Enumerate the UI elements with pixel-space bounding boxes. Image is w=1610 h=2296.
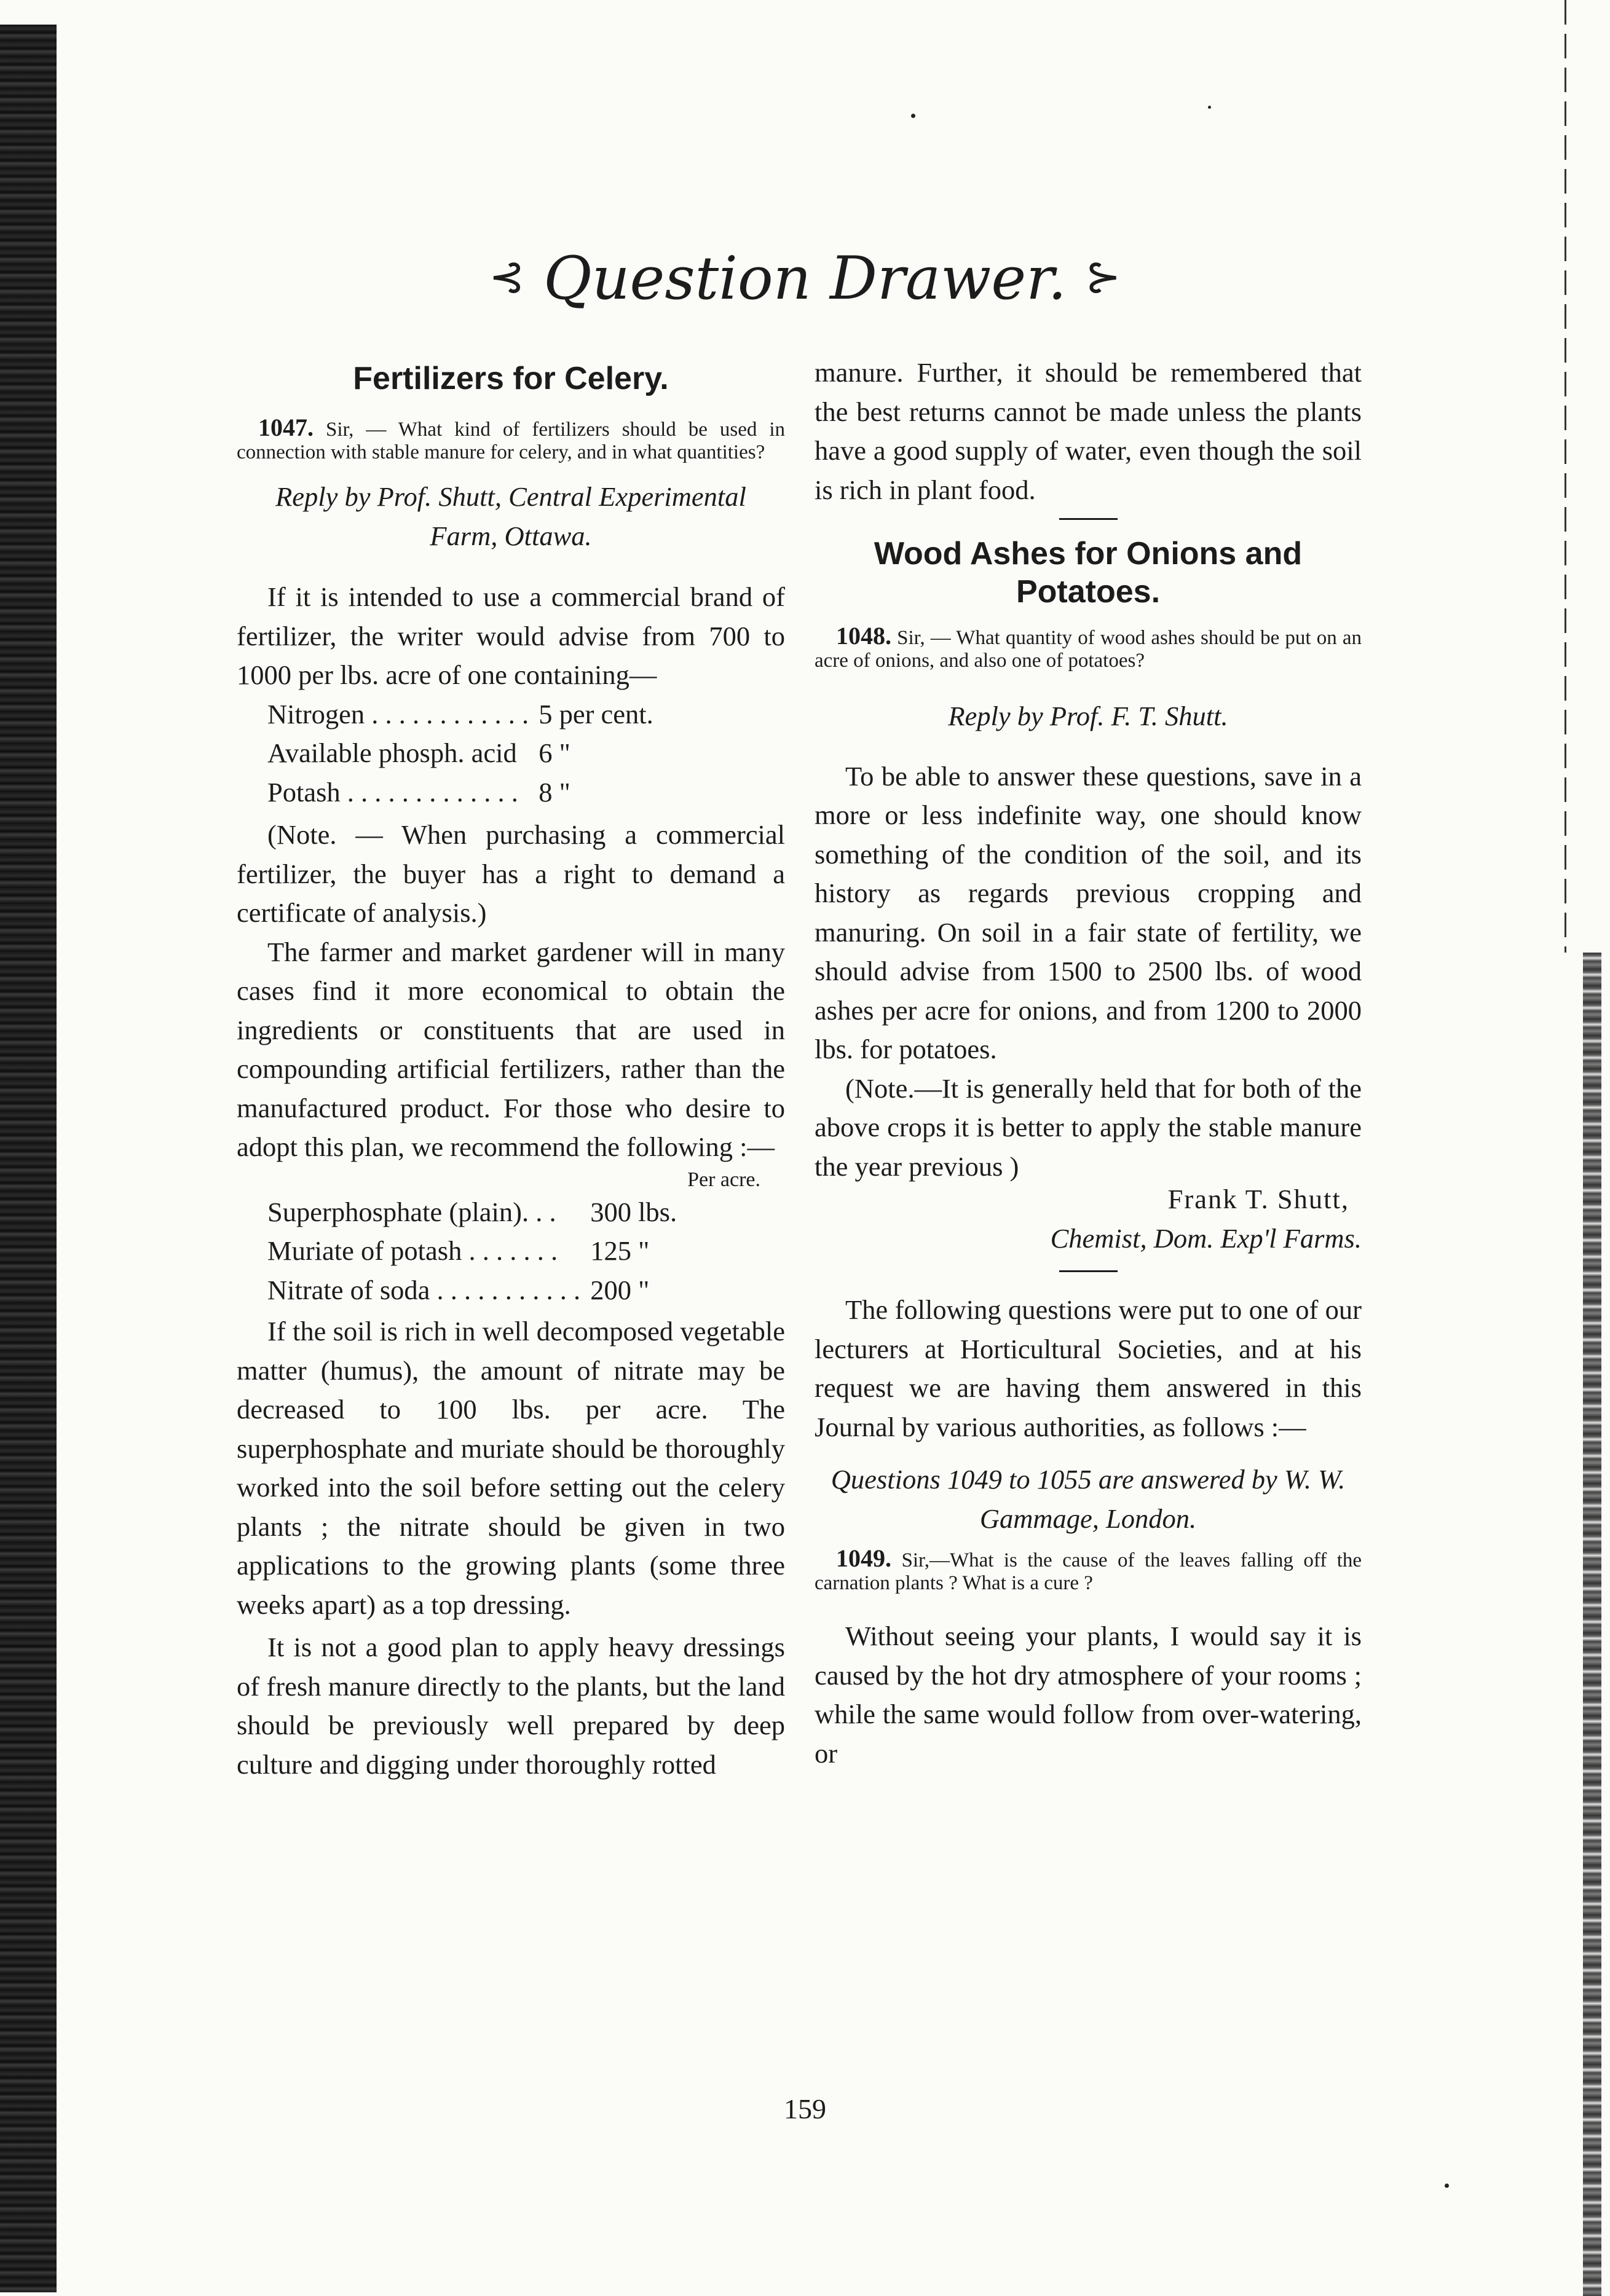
table-row bbox=[267, 773, 653, 812]
scan-edge-right-line bbox=[1565, 0, 1566, 953]
table-cell-value: 300 lbs. bbox=[590, 1196, 677, 1227]
section-heading-celery: Fertilizers for Celery. bbox=[353, 361, 669, 396]
paragraph-continued: manure. Further, it should be remembered that the best returns cannot be made unless the plants have a good supply of water, even though the soil is rich in plant food. bbox=[815, 357, 1362, 505]
table-row bbox=[267, 1232, 677, 1271]
right-column bbox=[815, 353, 1362, 1773]
page-title: Question Drawer. bbox=[543, 244, 1067, 313]
question-text: Sir,—What is the cause of the leaves falling off the carnation plants ? What is a cure ? bbox=[815, 1549, 1362, 1594]
paragraph-answer: To be able to answer these questions, save in a more or less indefinite way, one should know something of the condition of the soil, and its history as regards previous cropping and manuring. On soil in a fair state of fertility, we should advise from 1500 to 2500 lbs. of wood ashes per acre for onions, and from 1200 to 2000 lbs. for potatoes. bbox=[815, 760, 1362, 1064]
scan-speck bbox=[1208, 106, 1211, 109]
ornament-left-icon: ⊰ bbox=[489, 251, 526, 302]
section-divider bbox=[1059, 518, 1118, 520]
page-header bbox=[0, 243, 1610, 312]
question-1048 bbox=[815, 624, 1362, 672]
reply-byline-1048: Reply by Prof. F. T. Shutt. bbox=[948, 701, 1228, 731]
table-cell-value: 200 " bbox=[590, 1274, 650, 1305]
per-acre-label: Per acre. bbox=[687, 1168, 760, 1191]
questions-attribution: Questions 1049 to 1055 are answered by W. W. Gammage, London. bbox=[831, 1464, 1346, 1534]
paragraph-following: The following questions were put to one of our lecturers at Horticultural Societies, and at his request we are having them answered in this Journal by various authorities, as follows :— bbox=[815, 1294, 1362, 1442]
table-cell-value: 125 " bbox=[590, 1235, 650, 1266]
question-text: Sir, — What kind of fertilizers should be used in connection with stable manure for celery, and in what quantities? bbox=[237, 419, 785, 463]
table-row bbox=[267, 1271, 677, 1310]
paragraph-without: Without seeing your plants, I would say it is caused by the hot dry atmosphere of your rooms ; while the same would follow from over-watering, or bbox=[815, 1621, 1362, 1769]
paragraph-note: (Note. — When purchasing a commercial fertilizer, the buyer has a right to demand a certificate of analysis.) bbox=[237, 819, 785, 928]
paragraph-humus: If the soil is rich in well decomposed vegetable matter (humus), the amount of nitrate may be decreased to 100 lbs. per acre. The superphosphate and muriate should be thoroughly worked into the soil before setting out the celery plants ; the nitrate should be given in two applications to the growing plants (some three weeks apart) as a top dressing. bbox=[237, 1316, 785, 1620]
table-cell-value: 8 " bbox=[539, 776, 570, 808]
left-column bbox=[237, 353, 785, 1784]
signature-role: Chemist, Dom. Exp'l Farms. bbox=[1050, 1222, 1362, 1254]
question-number: 1047. bbox=[258, 414, 314, 441]
scan-speck bbox=[911, 114, 915, 118]
table-cell-name: Nitrogen . . . . . . . . . . . . bbox=[267, 698, 529, 729]
table-row bbox=[267, 734, 653, 773]
reply-byline-1047: Reply by Prof. Shutt, Central Experimental Farm, Ottawa. bbox=[275, 481, 746, 551]
table-row bbox=[267, 695, 653, 734]
ingredients-table bbox=[267, 1193, 677, 1310]
table-cell-name: Muriate of potash . . . . . . . bbox=[267, 1235, 558, 1266]
question-1049 bbox=[815, 1544, 1362, 1595]
question-number: 1048. bbox=[836, 622, 891, 650]
table-cell-name: Available phosph. acid bbox=[267, 737, 517, 768]
fertilizer-composition-table bbox=[267, 695, 653, 812]
question-number: 1049. bbox=[836, 1544, 891, 1572]
page-number: 159 bbox=[784, 2093, 826, 2125]
section-heading-wood-ashes: Wood Ashes for Onions and Potatoes. bbox=[874, 536, 1303, 610]
table-cell-value: 6 " bbox=[539, 737, 570, 768]
paragraph-farmer: The farmer and market gardener will in many cases find it more economical to obtain the ingredients or constituents that are used in compounding artificial fertilizers, rather than the manufactured product. For those who desire to adopt this plan, we recommend the following :— bbox=[237, 936, 785, 1162]
table-cell-name: Nitrate of soda . . . . . . . . . . . bbox=[267, 1274, 581, 1305]
signature-name: Frank T. Shutt, bbox=[1167, 1184, 1349, 1214]
scan-speck bbox=[1445, 2184, 1449, 2188]
table-cell-name: Superphosphate (plain). . . bbox=[267, 1196, 556, 1227]
table-cell-value: 5 per cent. bbox=[539, 698, 653, 729]
paragraph-intro: If it is intended to use a commercial brand of fertilizer, the writer would advise from 700 to 1000 per lbs. acre of one containing— bbox=[237, 581, 785, 690]
question-text: Sir, — What quantity of wood ashes should be put on an acre of onions, and also one of potatoes? bbox=[815, 627, 1362, 672]
question-1047 bbox=[237, 416, 785, 464]
paragraph-manure: It is not a good plan to apply heavy dressings of fresh manure directly to the plants, but the land should be previously well prepared by deep culture and digging under thoroughly rotted bbox=[237, 1632, 785, 1780]
scan-edge-left bbox=[0, 25, 57, 2292]
table-row bbox=[267, 1193, 677, 1232]
ornament-right-icon: ⊱ bbox=[1084, 251, 1121, 302]
section-divider bbox=[1059, 1270, 1118, 1272]
paragraph-note-2: (Note.—It is generally held that for both of the above crops it is better to apply the stable manure the year previous ) bbox=[815, 1072, 1362, 1182]
table-cell-name: Potash . . . . . . . . . . . . . bbox=[267, 776, 518, 808]
